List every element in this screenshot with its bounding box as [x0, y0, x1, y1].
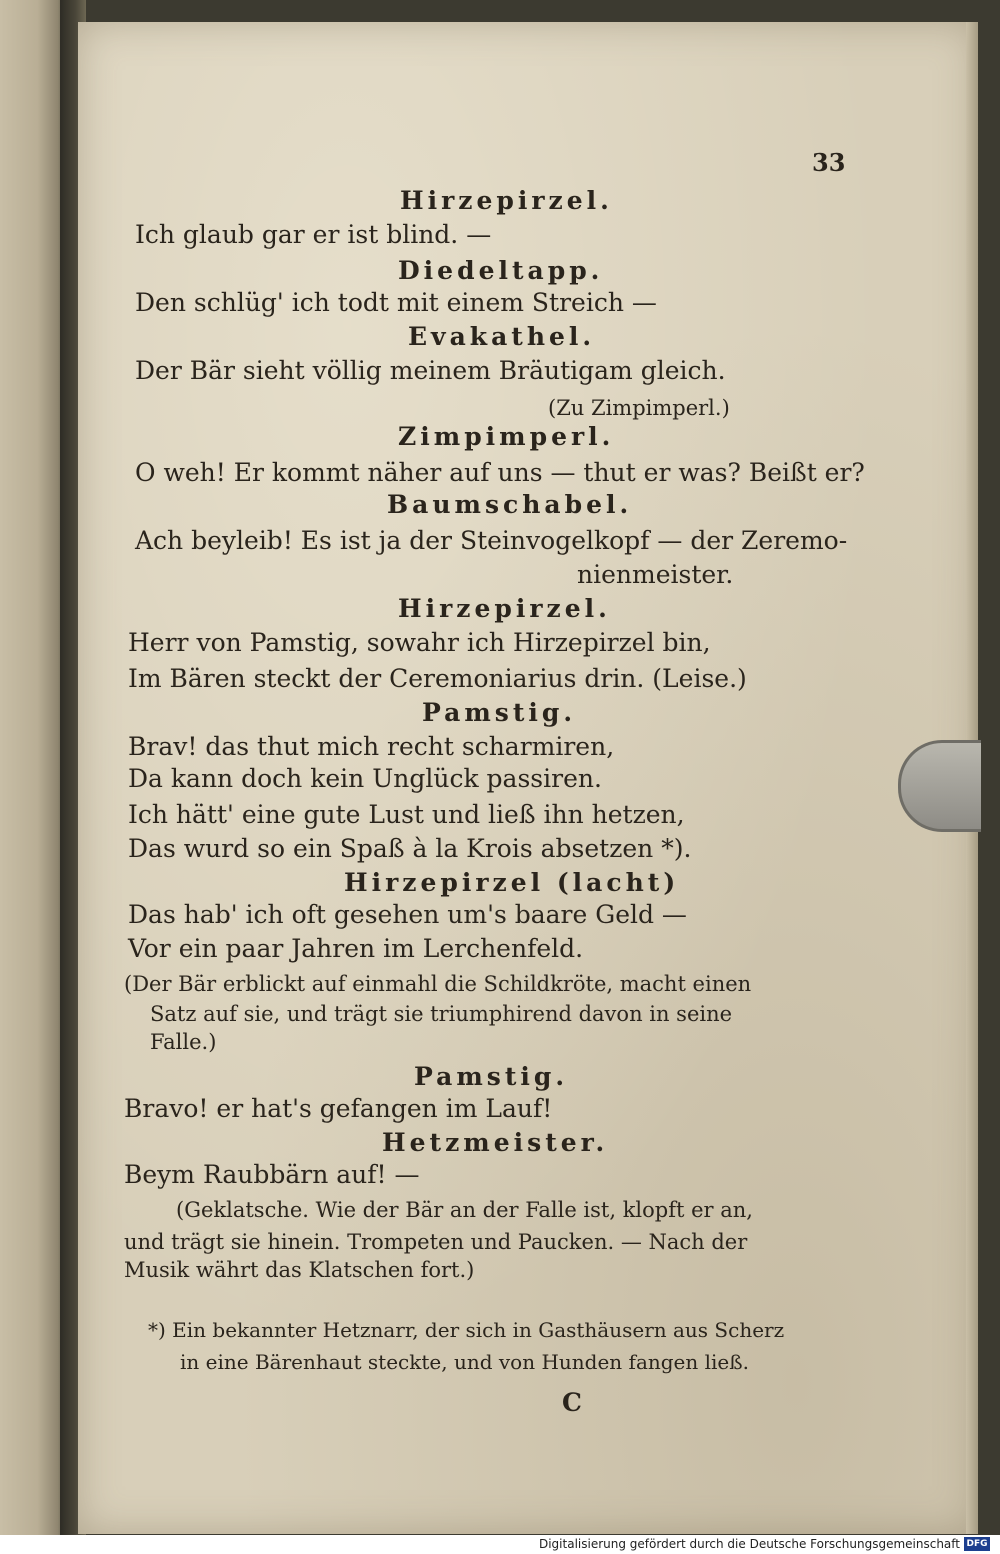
dialogue-line: Beym Raubbärn auf! — — [124, 1160, 420, 1189]
dialogue-line: Das wurd so ein Spaß à la Krois absetzen *). — [128, 834, 692, 863]
speaker-name: Evakathel. — [408, 322, 596, 351]
speaker-name: Baumschabel. — [387, 490, 633, 519]
dialogue-line: Bravo! er hat's gefangen im Lauf! — [124, 1094, 553, 1123]
speaker-name: Zimpimperl. — [398, 422, 615, 451]
stage-direction: (Der Bär erblickt auf einmahl die Schildkröte, macht einen — [124, 972, 752, 996]
dialogue-line: O weh! Er kommt näher auf uns — thut er was? Beißt er? — [135, 458, 865, 487]
stage-direction: (Zu Zimpimperl.) — [548, 396, 730, 420]
dialogue-line: Der Bär sieht völlig meinem Bräutigam gleich. — [135, 356, 726, 385]
dialogue-line: Ich glaub gar er ist blind. — — [135, 220, 492, 249]
dialogue-line: nienmeister. — [577, 560, 734, 589]
stage-direction: Musik währt das Klatschen fort.) — [124, 1258, 475, 1282]
speaker-name: Hirzepirzel. — [400, 186, 613, 215]
dialogue-line: Brav! das thut mich recht scharmiren, — [128, 732, 615, 761]
speaker-name: Diedeltapp. — [398, 256, 604, 285]
dialogue-line: Herr von Pamstig, sowahr ich Hirzepirzel bin, — [128, 628, 711, 657]
stage-direction: Satz auf sie, und trägt sie triumphirend davon in seine — [150, 1002, 733, 1026]
speaker-name: Hirzepirzel. — [398, 594, 611, 623]
page-clip — [898, 740, 981, 832]
footnote: *) Ein bekannter Hetznarr, der sich in Gasthäusern aus Scherz — [148, 1318, 785, 1342]
dialogue-line: Da kann doch kein Unglück passiren. — [128, 764, 602, 793]
stage-direction: (Geklatsche. Wie der Bär an der Falle ist, klopft er an, — [176, 1198, 753, 1222]
footnote: in eine Bärenhaut steckte, und von Hunden fangen ließ. — [180, 1350, 749, 1374]
speaker-name: Hirzepirzel (lacht) — [344, 868, 680, 897]
signature-mark: C — [562, 1388, 582, 1417]
stage-direction: und trägt sie hinein. Trompeten und Paucken. — Nach der — [124, 1230, 748, 1254]
speaker-name: Pamstig. — [422, 698, 577, 727]
dialogue-line: Ich hätt' eine gute Lust und ließ ihn hetzen, — [128, 800, 685, 829]
left-page-edge — [0, 0, 68, 1535]
speaker-name: Pamstig. — [414, 1062, 569, 1091]
dfg-logo-icon: DFG — [964, 1537, 990, 1551]
page-number: 33 — [812, 148, 846, 177]
dialogue-line: Vor ein paar Jahren im Lerchenfeld. — [128, 934, 584, 963]
digitization-credit: Digitalisierung gefördert durch die Deutsche Forschungsgemeinschaft — [538, 1537, 960, 1551]
stage-direction: Falle.) — [150, 1030, 217, 1054]
speaker-name: Hetzmeister. — [382, 1128, 609, 1157]
dialogue-line: Im Bären steckt der Ceremoniarius drin. (Leise.) — [128, 664, 747, 693]
dialogue-line: Ach beyleib! Es ist ja der Steinvogelkopf — der Zeremo- — [135, 526, 848, 555]
dialogue-line: Das hab' ich oft gesehen um's baare Geld — — [128, 900, 687, 929]
dialogue-line: Den schlüg' ich todt mit einem Streich — — [135, 288, 657, 317]
